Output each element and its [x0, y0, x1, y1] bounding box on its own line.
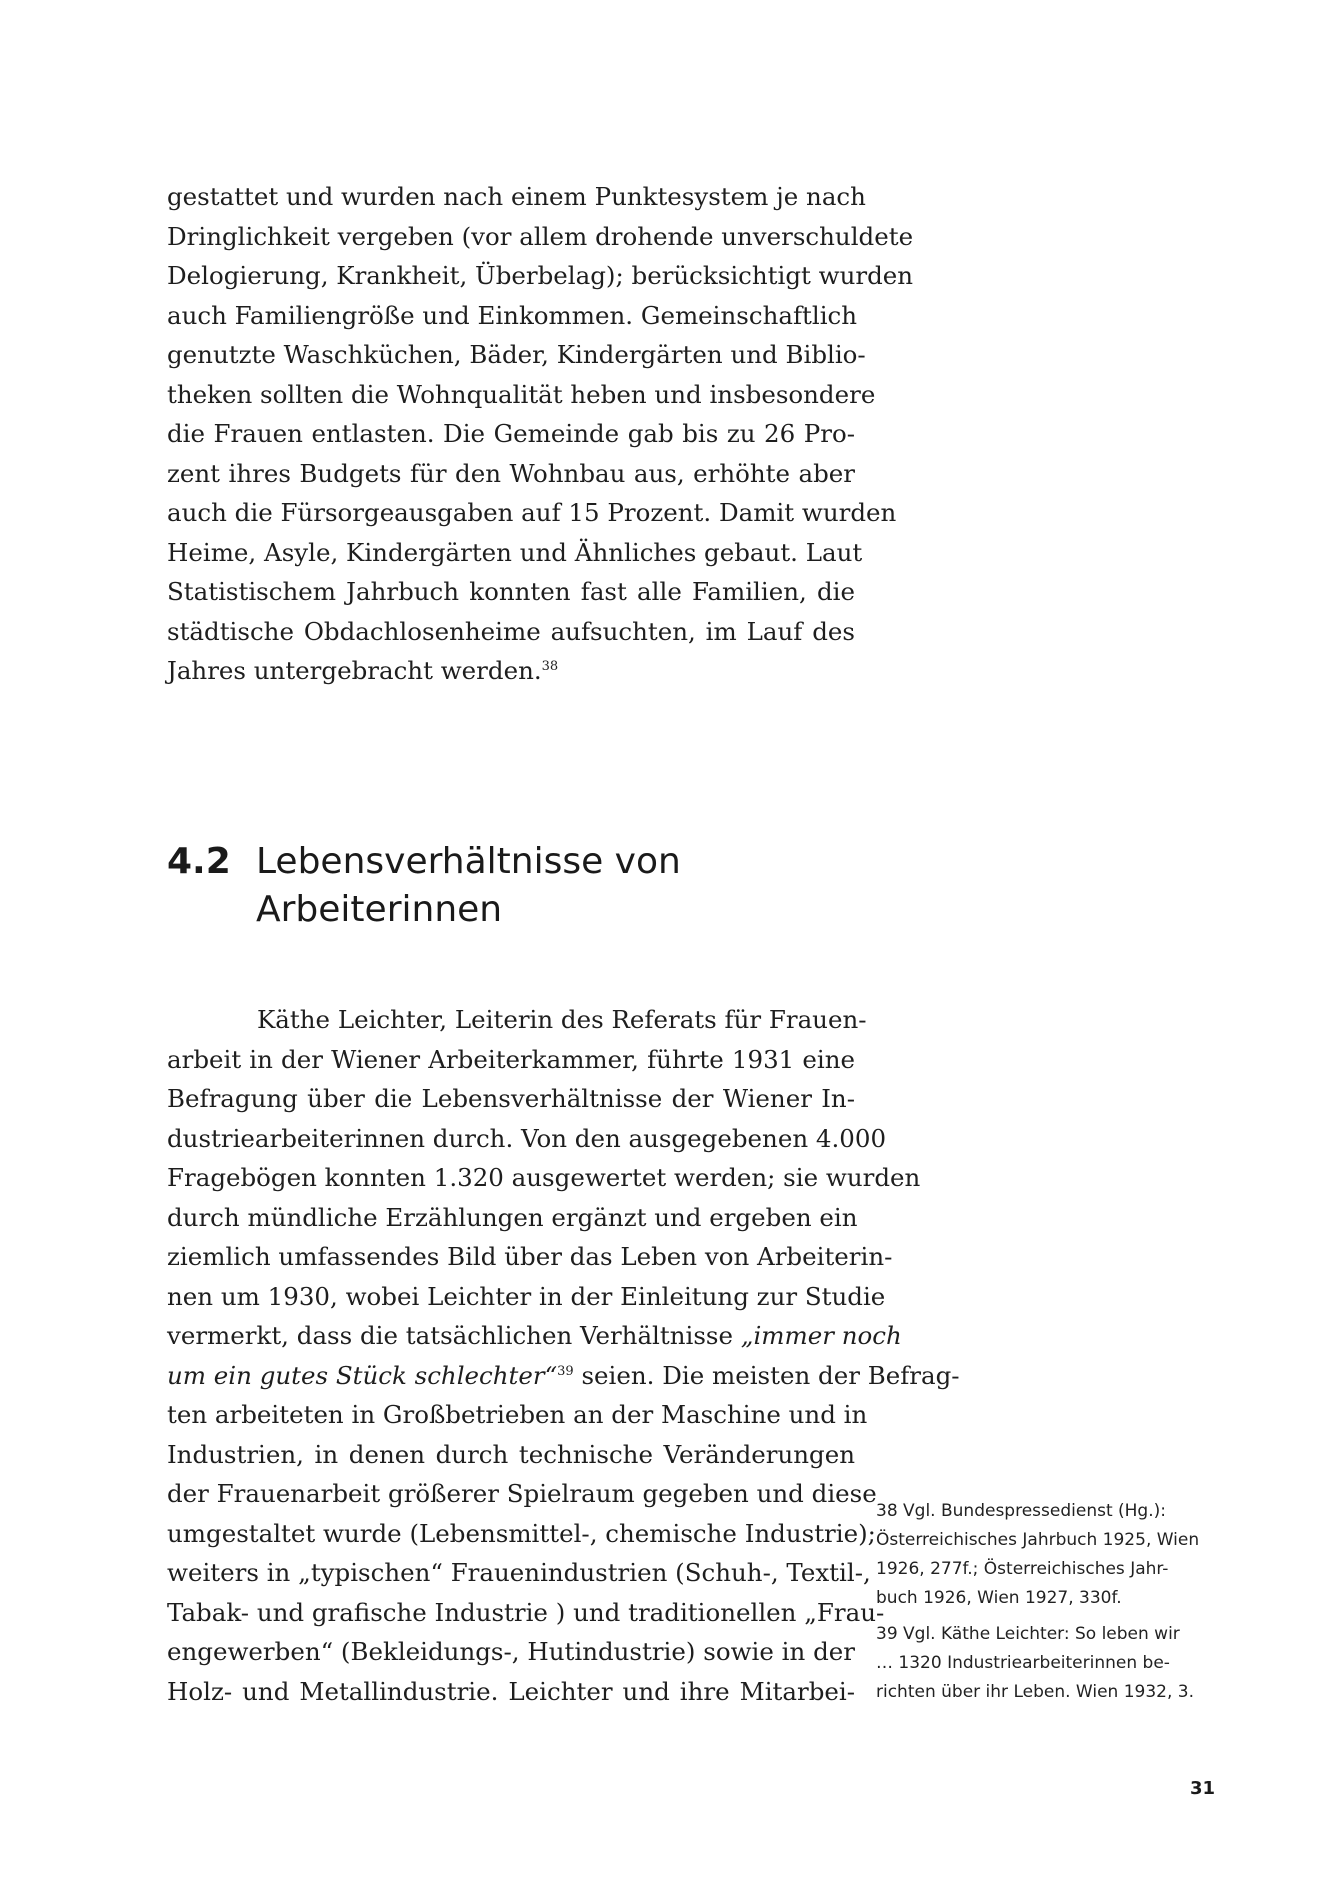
paragraph-line: auch Familiengröße und Einkommen. Gemeinschaftlich	[167, 300, 858, 330]
paragraph-line: gestattet und wurden nach einem Punktesystem je nach	[167, 182, 866, 211]
footnote-39	[876, 1620, 1216, 1707]
paragraph-line-text: seien. Die meisten der Befrag-	[573, 1360, 960, 1390]
paragraph-line: Befragung über die Lebensverhältnisse der Wiener In-	[167, 1084, 855, 1113]
footnotes	[876, 1497, 1216, 1714]
paragraph-line: auch die Fürsorgeausgaben auf 15 Prozent. Damit wurden	[167, 498, 897, 527]
paragraph-line: umgestaltet wurde (Lebensmittel-, chemische Industrie);	[167, 1518, 876, 1548]
paragraph-line: arbeit in der Wiener Arbeiterkammer, führte 1931 eine	[167, 1044, 855, 1074]
footnote-38	[876, 1497, 1216, 1613]
paragraph-line: Industrien, in denen durch technische Veränderungen	[167, 1439, 855, 1469]
paragraph-line: theken sollten die Wohnqualität heben und insbesondere	[167, 379, 876, 409]
footnote-line: 38 Vgl. Bundespressedienst (Hg.):	[876, 1501, 1166, 1521]
paragraph-line: Tabak- und grafische Industrie ) und traditionellen „Frau-	[167, 1597, 885, 1627]
paragraph-line: ziemlich umfassendes Bild über das Leben von Arbeiterin-	[167, 1242, 893, 1271]
footnote-line: 1926, 277f.; Österreichisches Jahr-	[876, 1559, 1169, 1579]
footnote-line: richten über ihr Leben. Wien 1932, 3.	[876, 1682, 1194, 1702]
footnote-line: 39 Vgl. Käthe Leichter: So leben wir	[876, 1624, 1180, 1644]
paragraph-line: Käthe Leichter, Leiterin des Referats für Frauen-	[257, 1005, 867, 1034]
footnote-ref-38[interactable]: 38	[541, 659, 559, 674]
paragraph-line: Holz- und Metallindustrie. Leichter und ihre Mitarbei-	[167, 1676, 855, 1706]
paragraph-line: Fragebögen konnten 1.320 ausgewertet werden; sie wurden	[167, 1163, 921, 1192]
section-number: 4.2	[167, 841, 231, 882]
section-title-line: Arbeiterinnen	[256, 889, 503, 930]
paragraph-2	[167, 1000, 960, 1711]
paragraph-line: weiters in „typischen“ Frauenindustrien (Schuh-, Textil-,	[167, 1558, 871, 1587]
paragraph-line: Statistischem Jahrbuch konnten fast alle Familien, die	[167, 577, 855, 606]
paragraph-line-quote-start	[167, 1316, 902, 1356]
footnote-ref-39[interactable]: 39	[557, 1363, 574, 1379]
paragraph-line-quote-end	[167, 1356, 960, 1396]
paragraph-1	[167, 177, 914, 691]
page-number: 31	[1190, 1778, 1216, 1799]
paragraph-line: Heime, Asyle, Kindergärten und Ähnliches gebaut. Laut	[167, 537, 863, 567]
paragraph-line: durch mündliche Erzählungen ergänzt und ergeben ein	[167, 1202, 858, 1232]
paragraph-line: nen um 1930, wobei Leichter in der Einleitung zur Studie	[167, 1281, 886, 1311]
paragraph-line: genutzte Waschküchen, Bäder, Kindergärten und Biblio-	[167, 340, 866, 369]
section-title-line: Lebensverhältnisse von	[256, 841, 681, 882]
paragraph-line: die Frauen entlasten. Die Gemeinde gab bis zu 26 Pro-	[167, 419, 855, 448]
paragraph-line: Delogierung, Krankheit, Überbelag); berücksichtigt wurden	[167, 261, 914, 290]
paragraph-line: ten arbeiteten in Großbetrieben an der Maschine und in	[167, 1400, 868, 1429]
quote-text: um ein gutes Stück schlechter“	[167, 1360, 558, 1390]
quote-text: „immer noch	[740, 1321, 902, 1350]
footnote-line: … 1320 Industriearbeiterinnen be-	[876, 1653, 1170, 1673]
paragraph-line: zent ihres Budgets für den Wohnbau aus, erhöhte aber	[167, 458, 855, 488]
footnote-line: Österreichisches Jahrbuch 1925, Wien	[876, 1530, 1200, 1550]
paragraph-line: Dringlichkeit vergeben (vor allem drohende unverschuldete	[167, 221, 914, 251]
paragraph-line-text: Jahres untergebracht werden.	[167, 656, 542, 685]
footnote-line: buch 1926, Wien 1927, 330f.	[876, 1588, 1122, 1608]
paragraph-line: städtische Obdachlosenheime aufsuchten, im Lauf des	[167, 616, 855, 646]
paragraph-line: der Frauenarbeit größerer Spielraum gegeben und diese	[167, 1479, 877, 1508]
paragraph-line-text: vermerkt, dass die tatsächlichen Verhältnisse	[167, 1321, 741, 1350]
section-title	[256, 838, 816, 934]
paragraph-line: dustriearbeiterinnen durch. Von den ausgegebenen 4.000	[167, 1123, 887, 1153]
paragraph-line: engewerben“ (Bekleidungs-, Hutindustrie) sowie in der	[167, 1637, 855, 1666]
paragraph-line-last	[167, 651, 855, 691]
